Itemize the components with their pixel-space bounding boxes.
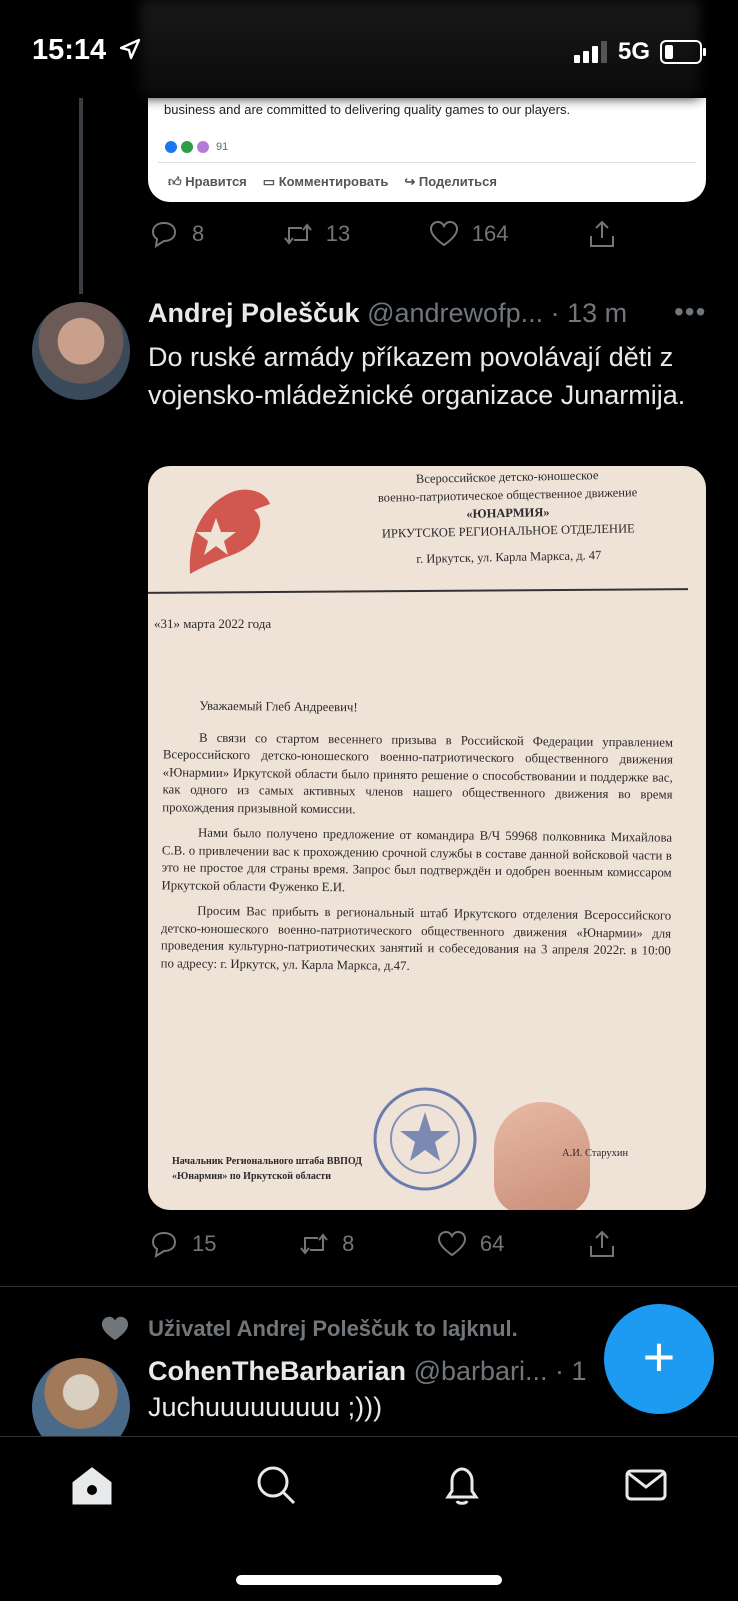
fb-comment-action: ▭ Комментировать	[262, 174, 389, 189]
heart-icon	[436, 1228, 468, 1260]
reply-icon	[148, 1228, 180, 1260]
heart-icon	[428, 218, 460, 250]
reply-icon	[148, 218, 180, 250]
document-paragraph: Просим Вас прибыть в региональный штаб Иркутского отделения Всероссийского детско-юношеского военно-патриотического общественного движения «Юнармии» для проведения культурно-патриотических занятий и собеседования на 3 апреля 2022г. в 10:00 по адресу: г. Иркутск, ул. Карла Маркса, д.47.	[160, 903, 672, 973]
tweet-time: · 1	[555, 1356, 587, 1386]
document-signatory-name: А.И. Старухин	[562, 1148, 629, 1159]
network-label: 5G	[617, 38, 650, 65]
retweet-count: 8	[342, 1231, 355, 1256]
reaction-summary	[164, 140, 228, 154]
status-right	[574, 38, 702, 66]
retweet-count: 13	[325, 221, 351, 246]
tweet2-header	[148, 1356, 587, 1387]
comment-icon: ▭	[262, 174, 276, 189]
plus-icon: +	[642, 1325, 676, 1388]
thumbs-up-icon: 👍︎	[168, 174, 182, 189]
share-arrow-icon: ↪	[404, 174, 416, 189]
official-stamp	[370, 1084, 480, 1194]
reply-button[interactable]	[148, 1228, 216, 1260]
reply-button[interactable]	[148, 218, 204, 250]
like-count: 164	[471, 221, 509, 246]
like-button[interactable]	[436, 1228, 504, 1260]
quoted-post-text: business and are committed to delivering quality games to our players.	[164, 102, 571, 117]
tweet-time: · 13 m	[550, 298, 628, 328]
fb-action-row	[168, 174, 497, 190]
tweet-actions	[148, 1228, 618, 1260]
divider	[158, 162, 696, 163]
signal-icon	[574, 41, 608, 63]
fb-share-action: ↪ Поделиться	[404, 174, 497, 189]
share-button[interactable]	[586, 218, 618, 250]
like-button[interactable]	[428, 218, 509, 250]
document-date: «31» марта 2022 года	[154, 616, 272, 631]
home-indicator[interactable]	[236, 1575, 502, 1585]
reaction-count: 91	[216, 141, 229, 153]
tab-search[interactable]	[252, 1461, 300, 1509]
retweet-button[interactable]	[282, 218, 350, 250]
like-reaction-icon	[164, 140, 178, 154]
share-button[interactable]	[586, 1228, 618, 1260]
status-bar	[0, 0, 738, 98]
search-icon	[252, 1461, 300, 1509]
tab-messages[interactable]	[622, 1461, 670, 1509]
tweet-header	[148, 298, 627, 329]
heart-filled-icon	[100, 1314, 130, 1342]
document-letterhead: Всероссийское детско-юношеское военно-патриотическое общественное движение «ЮНАРМИЯ» ИРКУТСКОЕ РЕГИОНАЛЬНОЕ ОТДЕЛЕНИЕ г. Иркутск, ул. Карла Маркса, д. 47	[377, 468, 638, 566]
author-handle[interactable]: @andrewofp...	[367, 298, 544, 328]
social-context	[100, 1314, 518, 1342]
document-body	[161, 697, 674, 985]
liked-notice-text: Uživatel Andrej Poleščuk to lajknul.	[148, 1316, 518, 1341]
document-paragraph: В связи со стартом весеннего призыва в Российской Федерации управлением Всероссийского детско-юношеского военно-патриотического общественного движения «Юнармии» Иркутской области было принято решение о способствовании и поддержке вас, как одного из самых активных членов нашего общественного движения во время прохождения призывной комиссии.	[162, 730, 674, 816]
bell-icon	[438, 1461, 486, 1509]
home-icon	[68, 1461, 116, 1509]
document-greeting: Уважаемый Глеб Андреевич!	[199, 698, 358, 715]
tab-home[interactable]	[68, 1461, 116, 1509]
tweet-text: Do ruské armády příkazem povolávají děti z vojensko-mládežnické organizace Junarmija.	[148, 342, 686, 410]
more-options-icon[interactable]: •••	[674, 296, 707, 327]
retweet-icon	[282, 218, 314, 250]
author-name[interactable]: Andrej Poleščuk	[148, 298, 360, 328]
thread-line	[79, 98, 83, 294]
location-arrow-icon	[118, 37, 142, 61]
tweet-divider	[0, 1286, 738, 1287]
mail-icon	[622, 1461, 670, 1509]
document-paragraph: Нами было получено предложение от командира В/Ч 59968 полковника Михайлова С.В. о привлечении вас к прохождению срочной службы в составе данной войсковой части в это не простое для страны время. Запрос был подтверждён и одобрен военным комиссаром Иркутской области Фуженко Е.И.	[161, 825, 673, 894]
document-signatory-title: Начальник Регионального штаба ВВПОД «Юнармия» по Иркутской области	[172, 1156, 363, 1182]
fb-like-action: 👍︎ Нравится	[168, 174, 247, 189]
tab-notifications[interactable]	[438, 1461, 486, 1509]
tweet-image-document[interactable]	[148, 466, 706, 1210]
share-icon	[586, 1228, 618, 1260]
avatar-andrej[interactable]	[32, 302, 130, 400]
reply-count: 15	[192, 1231, 217, 1256]
retweet-icon	[298, 1228, 330, 1260]
clock-time: 15:14	[32, 34, 142, 67]
compose-tweet-button[interactable]	[604, 1304, 714, 1414]
author-name[interactable]: CohenTheBarbarian	[148, 1356, 407, 1386]
prev-tweet-actions	[148, 218, 618, 250]
letterhead-rule	[148, 588, 688, 594]
wow-reaction-icon	[196, 140, 210, 154]
author-handle[interactable]: @barbari...	[413, 1356, 548, 1386]
battery-icon	[660, 40, 702, 64]
like-count: 64	[479, 1231, 505, 1256]
yunarmiya-eagle-logo	[170, 478, 280, 588]
tweet2-text: Juchuuuuuuuuu ;)))	[148, 1392, 383, 1422]
share-icon	[586, 218, 618, 250]
care-reaction-icon	[180, 140, 194, 154]
quoted-post-card[interactable]	[148, 98, 706, 202]
retweet-button[interactable]	[298, 1228, 354, 1260]
reply-count: 8	[192, 221, 205, 246]
